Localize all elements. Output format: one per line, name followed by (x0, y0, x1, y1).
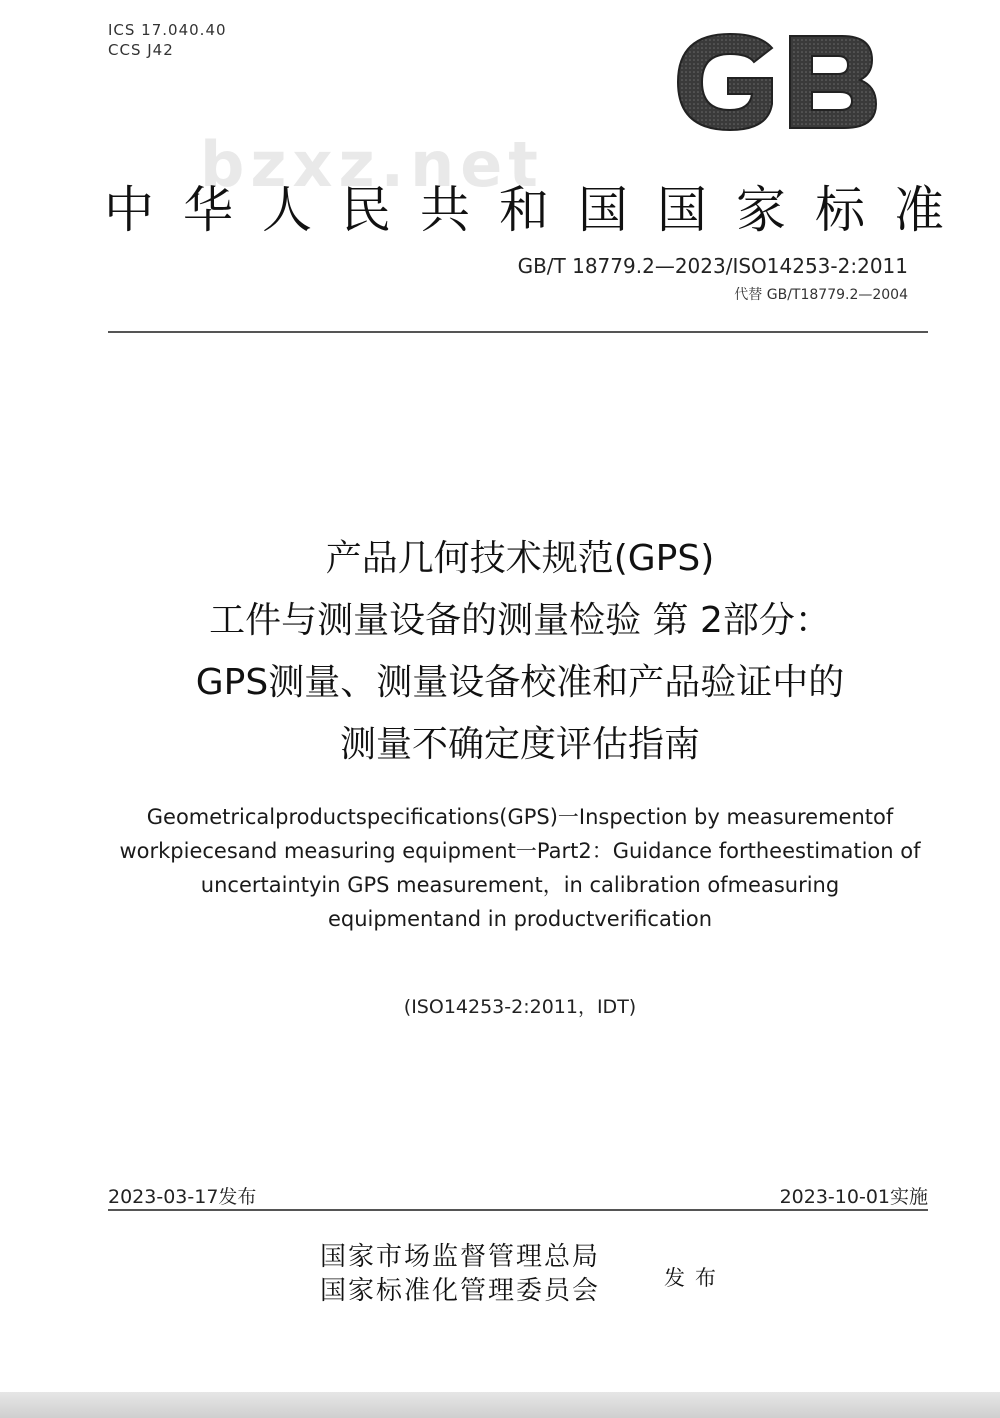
header-divider (108, 331, 928, 333)
english-title-line: workpiecesand measuring equipment一Part2：Guidance fortheestimation of (119, 839, 921, 863)
effective-date: 2023-10-01实施 (779, 1186, 928, 1208)
country-standard-heading: 中华人民共和国国家标准 (104, 181, 973, 239)
issue-date: 2023-03-17发布 (108, 1186, 257, 1208)
ics-code: ICS 17.040.40 (108, 21, 227, 39)
chinese-title-line: 工件与测量设备的测量检验 第 2部分： (209, 600, 831, 641)
ccs-code: CCS J42 (108, 41, 174, 59)
english-title-line: uncertaintyin GPS measurement，in calibration ofmeasuring (200, 873, 840, 897)
english-title-line: equipmentand in productverification (327, 907, 713, 931)
footer-divider (108, 1209, 928, 1211)
english-title (60, 800, 980, 936)
chinese-title (60, 528, 980, 776)
issuer-name: 国家市场监督管理总局 (320, 1242, 601, 1272)
watermark: bzxz.net (200, 128, 544, 201)
replaces-standard: 代替 GB/T18779.2—2004 (734, 287, 908, 303)
issuer-name: 国家标准化管理委员会 (320, 1276, 601, 1306)
issuing-authorities (320, 1240, 600, 1308)
page-bottom-edge (0, 1392, 1000, 1418)
chinese-title-line: 测量不确定度评估指南 (339, 724, 700, 765)
chinese-title-line: GPS测量、测量设备校准和产品验证中的 (195, 662, 845, 703)
iso-equivalence: (ISO14253-2:2011，IDT) (403, 996, 637, 1018)
classification-codes (108, 20, 227, 60)
english-title-line: Geometricalproductspecifications(GPS)一Inspection by measurementof (146, 805, 894, 829)
issue-label: 发布 (664, 1266, 726, 1290)
standard-number: GB/T 18779.2—2023/ISO14253-2:2011 (517, 254, 908, 278)
gb-logo-icon (672, 30, 882, 134)
chinese-title-line: 产品几何技术规范(GPS) (325, 538, 715, 579)
